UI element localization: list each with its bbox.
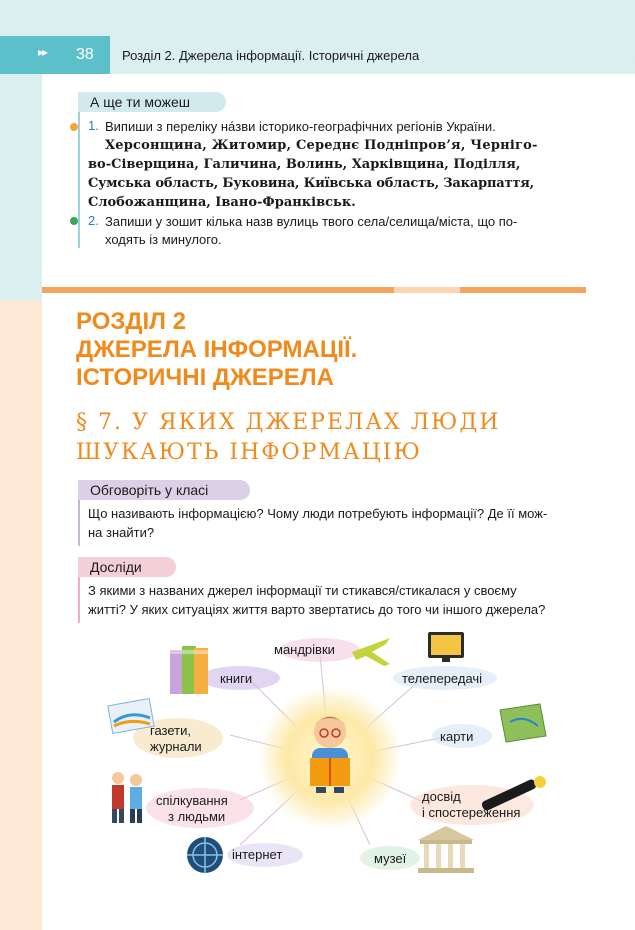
airplane-icon xyxy=(352,638,390,666)
label-communication-1: спілкування xyxy=(156,793,228,808)
task2-line-1: Запиши у зошит кілька назв вулиць твого села/селища/міста, що по- xyxy=(105,214,518,229)
label-travel: мандрівки xyxy=(274,642,335,657)
task2-number: 2. xyxy=(88,213,99,228)
discuss-line-2: на знайти? xyxy=(88,525,155,540)
extra-tasks-rule xyxy=(78,112,80,248)
task1-text: Випиши з переліку на́зви історико-географічних регіонів України. xyxy=(105,119,496,134)
museum-icon xyxy=(418,826,474,873)
double-arrow-icon: ▸▸ xyxy=(38,45,47,59)
paragraph-title-line-2: ШУКАЮТЬ ІНФОРМАЦІЮ xyxy=(76,440,422,465)
page-number: 38 xyxy=(76,46,94,63)
tv-icon xyxy=(428,632,464,662)
label-newspapers-2: журнали xyxy=(150,739,202,754)
section-divider xyxy=(42,287,394,293)
globe-icon xyxy=(187,837,223,873)
label-internet: інтернет xyxy=(232,847,283,862)
discuss-tag: Обговоріть у класі xyxy=(78,480,250,500)
map-icon xyxy=(500,704,546,742)
label-museums: музеї xyxy=(374,851,407,866)
paragraph-title-line-1: § 7. У ЯКИХ ДЖЕРЕЛАХ ЛЮДИ xyxy=(76,410,501,435)
label-experience-1: досвід xyxy=(422,789,461,804)
diagram-graphics xyxy=(90,630,570,890)
left-margin-strip-bottom xyxy=(0,300,42,930)
label-communication-2: з людьми xyxy=(168,809,226,824)
explore-line-2: житті? У яких ситуаціях життя варто звертатись до того чи іншого джерела? xyxy=(88,602,546,617)
explore-rule xyxy=(78,577,80,623)
discuss-line-1: Що називають інформацією? Чому люди потребують інформації? Де її мож- xyxy=(88,506,548,521)
child-reading-icon xyxy=(310,716,350,793)
information-sources-diagram xyxy=(90,630,570,890)
task1-bullet xyxy=(70,123,78,131)
task1-number: 1. xyxy=(88,118,99,133)
task2-bullet xyxy=(70,217,78,225)
chapter-title-line-1: РОЗДІЛ 2 xyxy=(76,308,187,335)
extra-tasks-tag: А ще ти можеш xyxy=(78,92,226,112)
section-divider-light xyxy=(394,287,460,293)
chapter-title-line-2: ДЖЕРЕЛА ІНФОРМАЦІЇ. xyxy=(76,336,358,363)
task2-line-2: ходять із минулого. xyxy=(105,232,222,247)
label-newspapers-1: газети, xyxy=(150,723,191,738)
regions-line-3: Сумська область, Буковина, Київська область, Закарпаття, xyxy=(88,176,534,191)
section-divider-right xyxy=(460,287,586,293)
books-icon xyxy=(170,646,208,694)
people-talking-icon xyxy=(112,772,142,823)
regions-line-2: во-Сіверщина, Галичина, Волинь, Харківщина, Поділля, xyxy=(88,157,521,172)
running-header-title: Розділ 2. Джерела інформації. Історичні джерела xyxy=(122,48,420,63)
label-books: книги xyxy=(220,671,253,686)
discuss-rule xyxy=(78,500,80,546)
regions-line-4: Слобожанщина, Івано-Франківськ. xyxy=(88,195,356,210)
chapter-title-line-3: ІСТОРИЧНІ ДЖЕРЕЛА xyxy=(76,364,334,391)
label-maps: карти xyxy=(440,729,474,744)
explore-tag: Досліди xyxy=(78,557,176,577)
regions-line-1: Херсонщина, Житомир, Середнє Подніпров’я, Черніго- xyxy=(105,138,538,153)
label-experience-2: і спостереження xyxy=(422,805,521,820)
explore-line-1: З якими з названих джерел інформації ти стикався/стикалася у своєму xyxy=(88,583,517,598)
label-tv: телепередачі xyxy=(402,671,483,686)
